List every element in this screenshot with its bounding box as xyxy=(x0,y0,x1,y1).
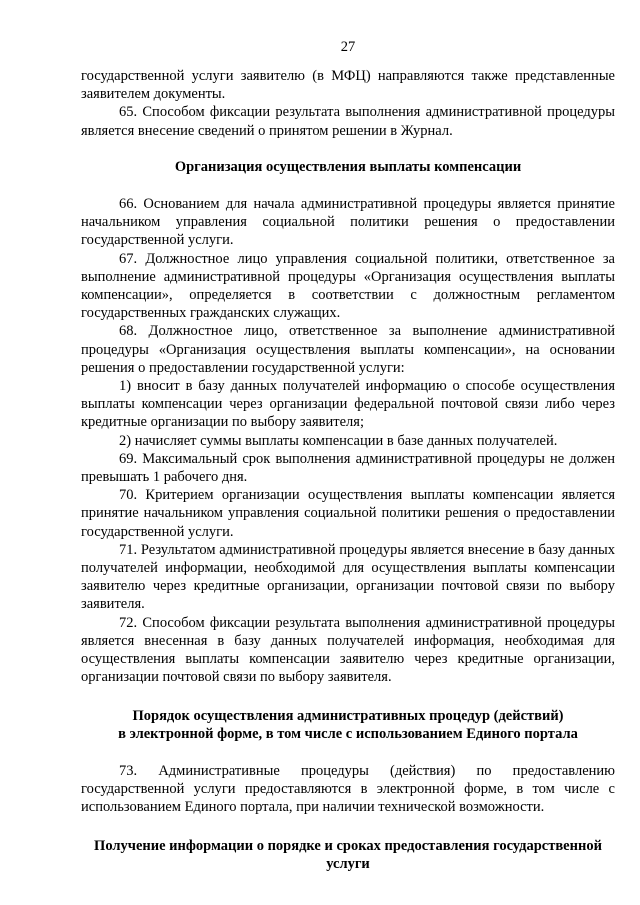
paragraph-68: 68. Должностное лицо, ответственное за выполнение административной процедуры «Организация осуществления выплаты компенсации», на основании решения о предоставлении государственной услуги: xyxy=(81,323,615,376)
paragraph-71: 71. Результатом административной процедуры является внесение в базу данных получателей информации, необходимой для осуществления выплаты компенсации заявителю через кредитные организации, организации почтовой связи по выбору заявителя. xyxy=(81,541,615,613)
paragraph-continuation: государственной услуги заявителю (в МФЦ) направляются также представленные заявителем документы. xyxy=(81,68,615,103)
paragraph-70: 70. Критерием организации осуществления выплаты компенсации является принятие начальником управления социальной политики решения о предоставлении государственной услуги. xyxy=(81,487,615,540)
paragraph-73: 73. Административные процедуры (действия) по предоставлению государственной услуги предоставляются в электронной форме, в том числе с использованием Единого портала, при наличии технической возможности. xyxy=(81,762,615,816)
page-number: 27 xyxy=(340,39,356,55)
heading-line-2: в электронной форме, в том числе с использованием Единого портала xyxy=(118,725,578,742)
paragraph-68-item-1: 1) вносит в базу данных получателей информацию о способе осуществления выплаты компенсации через организации федеральной почтовой связи либо через кредитные организации по выбору заявителя; xyxy=(81,378,615,431)
paragraph-69: 69. Максимальный срок выполнения административной процедуры не должен превышать 1 рабочего дня. xyxy=(81,450,615,486)
paragraph-65: 65. Способом фиксации результата выполнения административной процедуры является внесение сведений о принятом решении в Журнал. xyxy=(81,104,615,139)
paragraph-66: 66. Основанием для начала административной процедуры является принятие начальником управления социальной политики решения о предоставлении государственной услуги. xyxy=(81,196,615,249)
paragraph-68-item-2: 2) начисляет суммы выплаты компенсации в базе данных получателей. xyxy=(119,432,558,449)
section-heading-information-procedure: Получение информации о порядке и сроках предоставления государственной услуги xyxy=(94,837,602,872)
section-heading-electronic-procedures xyxy=(81,707,615,743)
paragraph-72: 72. Способом фиксации результата выполнения административной процедуры является внесенная в базу данных получателей информация, необходимая для осуществления выплаты компенсации заявителю через кредитные организации, организации почтовой связи по выбору заявителя. xyxy=(81,614,615,686)
heading-line-1: Порядок осуществления административных процедур (действий) xyxy=(132,707,564,724)
document-page xyxy=(81,38,615,873)
paragraph-67: 67. Должностное лицо управления социальной политики, ответственное за выполнение административной процедуры «Организация осуществления выплаты компенсации», определяется в соответствии с должностным регламентом государственных гражданских служащих. xyxy=(81,250,615,322)
section-heading-compensation-payment: Организация осуществления выплаты компенсации xyxy=(174,158,522,175)
